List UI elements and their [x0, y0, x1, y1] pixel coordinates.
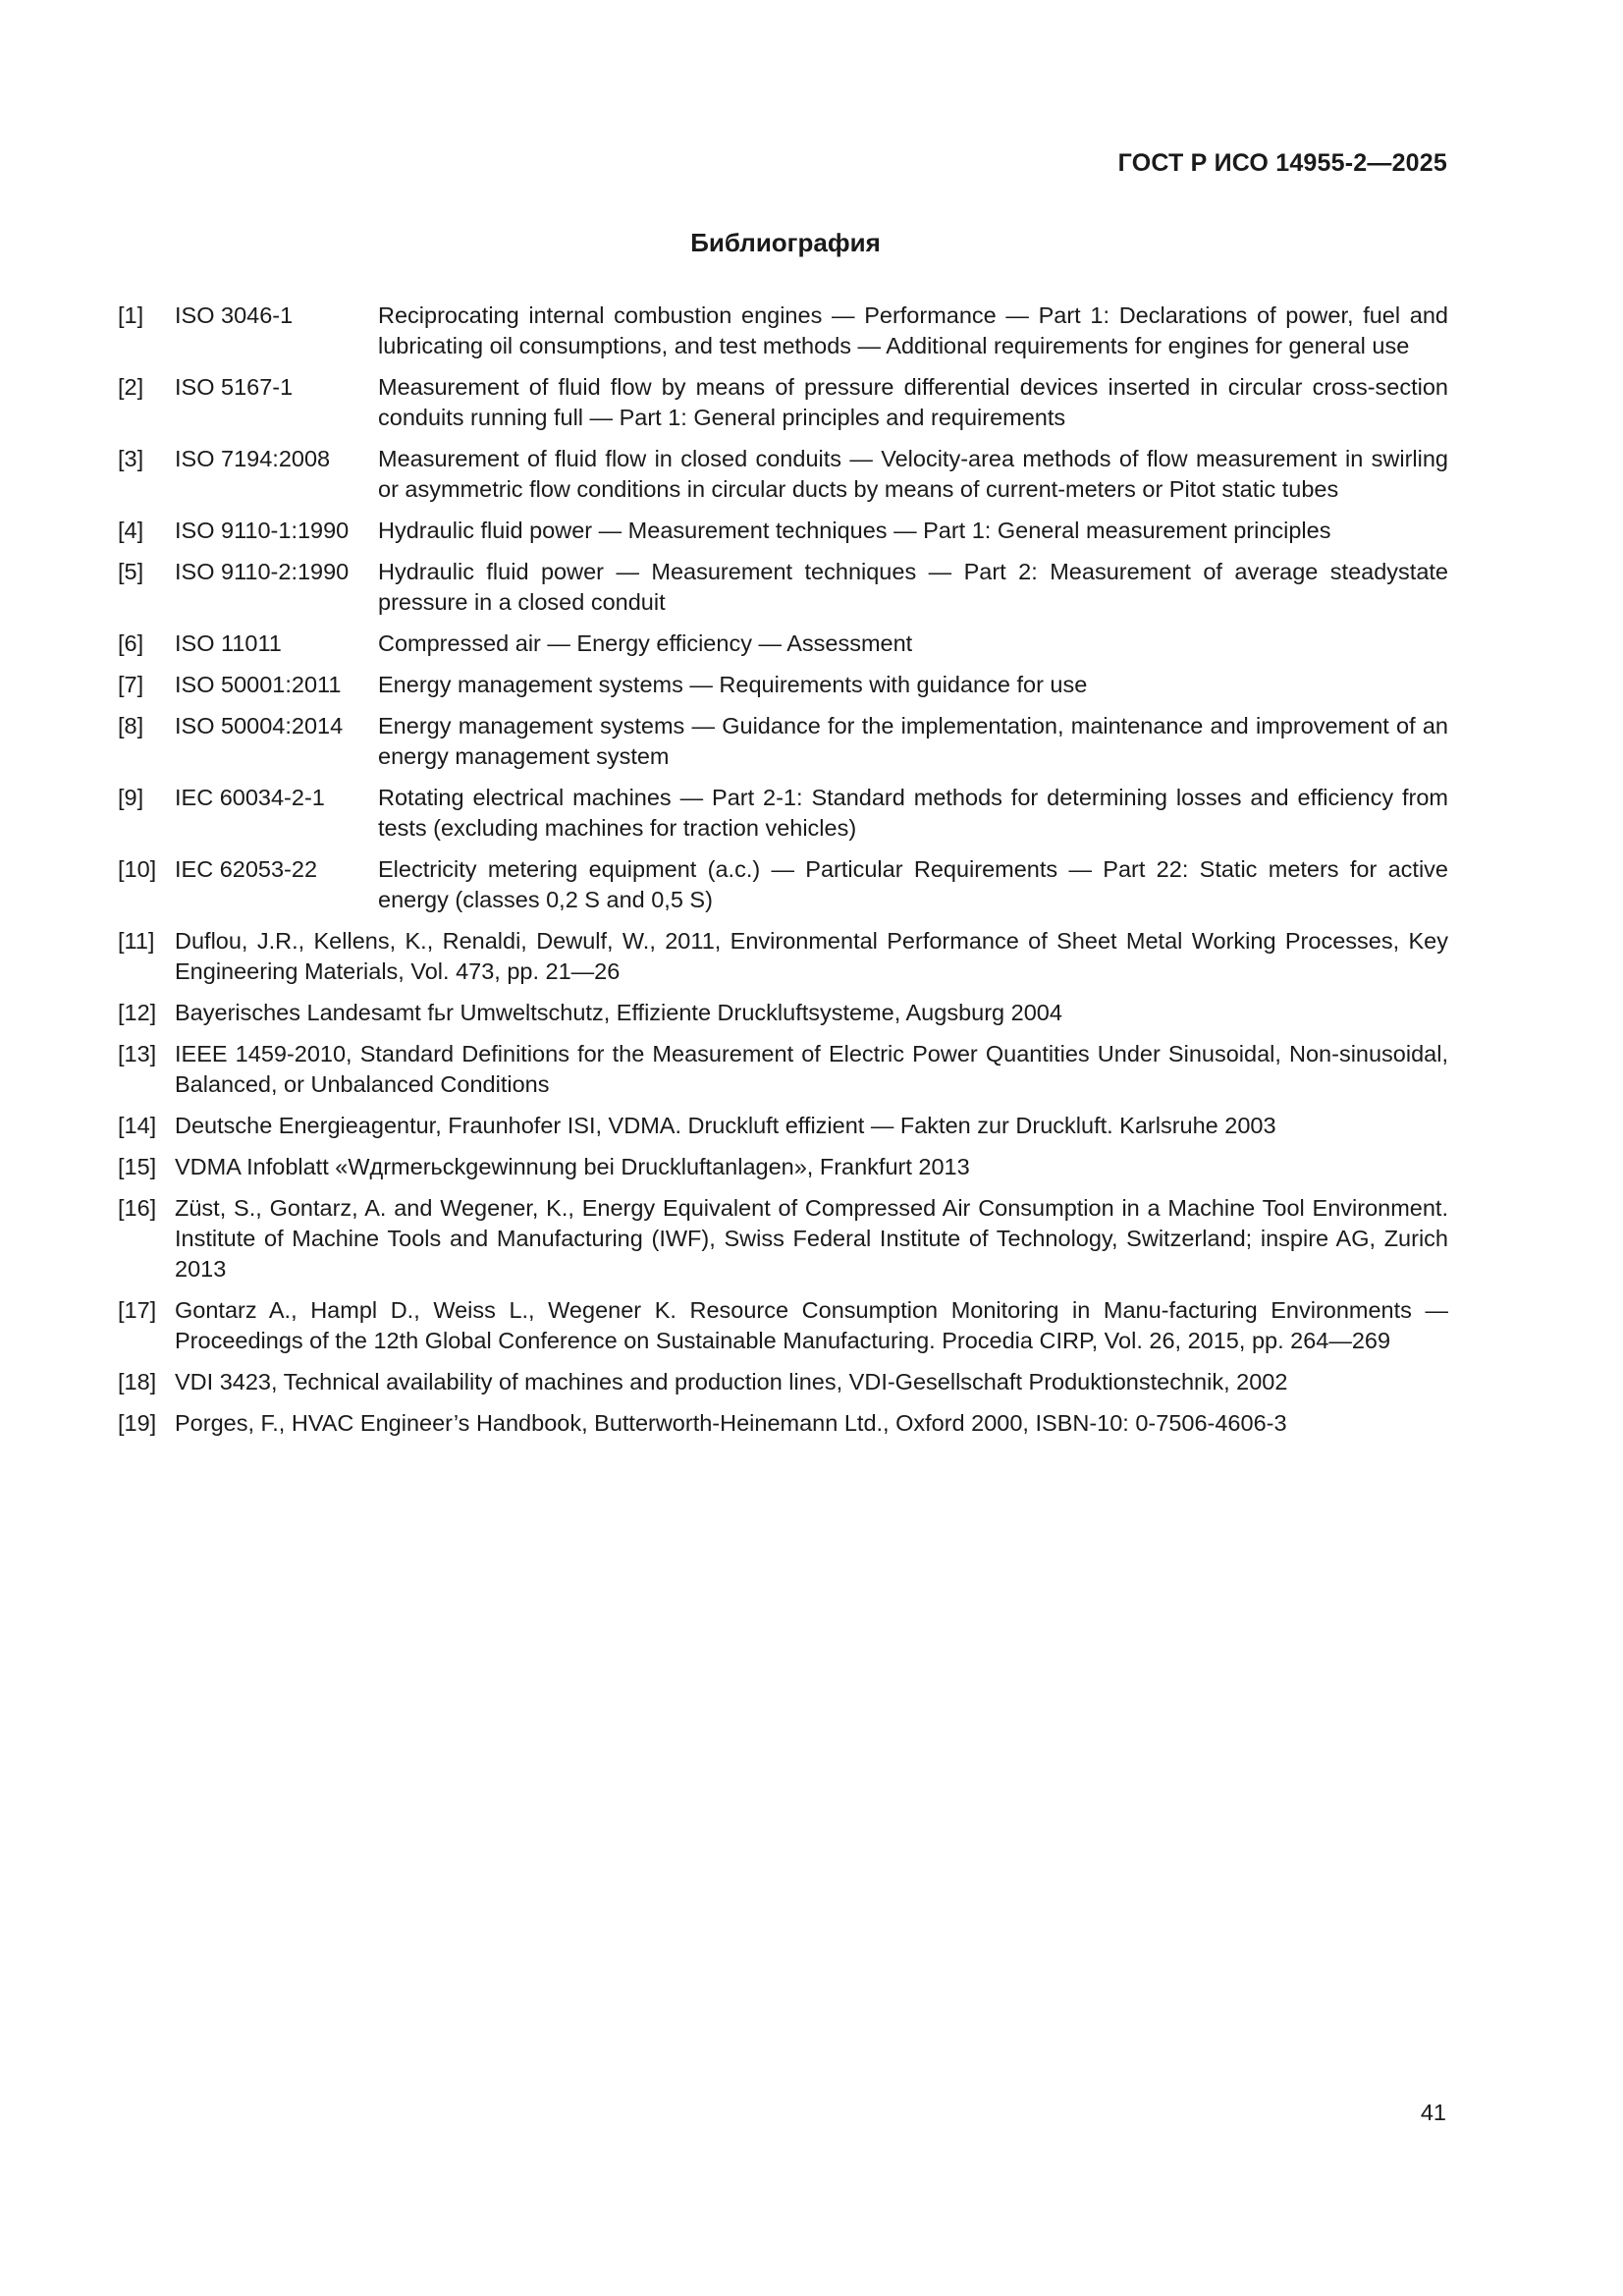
entry-number: [6] — [118, 630, 144, 656]
entry-number: [5] — [118, 559, 144, 584]
entry-text: Hydraulic fluid power — Measurement techniques — Part 1: General measurement principles — [378, 518, 1331, 543]
entry-number: [4] — [118, 518, 144, 543]
entry-number: [18] — [118, 1369, 157, 1394]
bibliography-entry — [118, 444, 1448, 505]
entry-text: VDI 3423, Technical availability of machines and production lines, VDI-Gesellschaft Produktionstechnik, 2002 — [175, 1369, 1288, 1394]
entry-standard-code: ISO 7194:2008 — [175, 446, 331, 471]
entry-text: Deutsche Energieagentur, Fraunhofer ISI, VDMA. Druckluft effizient — Fakten zur Druckluft. Karlsruhe 2003 — [175, 1113, 1276, 1138]
bibliography-entry — [118, 557, 1448, 618]
entry-number: [7] — [118, 672, 144, 697]
entry-number: [14] — [118, 1113, 157, 1138]
bibliography-entry — [118, 372, 1448, 433]
entry-text: Bayerisches Landesamt fьr Umweltschutz, Effiziente Druckluftsysteme, Augsburg 2004 — [175, 1000, 1062, 1025]
entry-text: Electricity metering equipment (a.c.) — Particular Requirements — Part 22: Static meters for active energy (classes 0,2 S and 0,5 S) — [378, 856, 1448, 912]
bibliography-entry — [118, 711, 1448, 772]
entry-standard-code: ISO 50004:2014 — [175, 713, 344, 738]
bibliography-entry — [118, 1152, 1448, 1182]
bibliography-entry — [118, 629, 1448, 659]
entry-text: Energy management systems — Guidance for the implementation, maintenance and improvement of an energy management system — [378, 713, 1448, 769]
entry-standard-code: ISO 9110-1:1990 — [175, 518, 350, 543]
entry-text: Reciprocating internal combustion engines — Performance — Part 1: Declarations of power, fuel and lubricating oil consumptions, and test methods — Additional requirements for engines for general use — [378, 302, 1448, 358]
bibliography-entry — [118, 1367, 1448, 1397]
entry-standard-code: ISO 11011 — [175, 630, 282, 656]
entry-text: Züst, S., Gontarz, A. and Wegener, K., Energy Equivalent of Compressed Air Consumption in a Machine Tool Environment. Institute of Machine Tools and Manufacturing (IWF), Swiss Federal Institute of Technology, Switzerland; inspire AG, Zurich 2013 — [175, 1195, 1448, 1282]
bibliography-entry — [118, 854, 1448, 915]
entry-number: [3] — [118, 446, 144, 471]
entry-number: [10] — [118, 856, 157, 882]
entry-text: Rotating electrical machines — Part 2-1: Standard methods for determining losses and efficiency from tests (excluding machines for traction vehicles) — [378, 785, 1448, 841]
document-code: ГОСТ Р ИСО 14955-2—2025 — [1117, 149, 1447, 177]
bibliography-entry — [118, 301, 1448, 361]
bibliography-entry — [118, 1039, 1448, 1100]
entry-standard-code: IEC 60034-2-1 — [175, 785, 325, 810]
bibliography-entry — [118, 670, 1448, 700]
entry-number: [13] — [118, 1041, 157, 1066]
entry-text: IEEE 1459-2010, Standard Definitions for the Measurement of Electric Power Quantities Under Sinusoidal, Non-sinusoidal, Balanced, or Unbalanced Conditions — [175, 1041, 1448, 1097]
entry-number: [9] — [118, 785, 144, 810]
entry-number: [8] — [118, 713, 144, 738]
entry-text: Measurement of fluid flow by means of pressure differential devices inserted in circular cross-section conduits running full — Part 1: General principles and requirements — [378, 374, 1448, 430]
entry-number: [2] — [118, 374, 144, 400]
entry-standard-code: ISO 9110-2:1990 — [175, 559, 350, 584]
bibliography-entry — [118, 516, 1448, 546]
bibliography-entry — [118, 1111, 1448, 1141]
entry-text: Duflou, J.R., Kellens, K., Renaldi, Dewulf, W., 2011, Environmental Performance of Sheet Metal Working Processes, Key Engineering Materials, Vol. 473, pp. 21—26 — [175, 928, 1448, 984]
entry-text: Measurement of fluid flow in closed conduits — Velocity-area methods of flow measurement in swirling or asymmetric flow conditions in circular ducts by means of current-meters or Pitot static tubes — [378, 446, 1448, 502]
entry-number: [12] — [118, 1000, 157, 1025]
entry-number: [19] — [118, 1410, 157, 1436]
entry-standard-code: IEC 62053-22 — [175, 856, 318, 882]
entry-standard-code: ISO 50001:2011 — [175, 672, 342, 697]
bibliography-entry — [118, 783, 1448, 844]
bibliography-entry — [118, 998, 1448, 1028]
entry-text: Porges, F., HVAC Engineer’s Handbook, Butterworth-Heinemann Ltd., Oxford 2000, ISBN-10: 0-7506-4606-3 — [175, 1410, 1287, 1436]
bibliography-list — [118, 301, 1448, 1449]
entry-standard-code: ISO 3046-1 — [175, 302, 294, 328]
entry-number: [11] — [118, 928, 155, 954]
entry-number: [1] — [118, 302, 144, 328]
entry-number: [15] — [118, 1154, 157, 1179]
entry-text: VDMA Infoblatt «Wдrmerьckgewinnung bei Druckluftanlagen», Frankfurt 2013 — [175, 1154, 970, 1179]
entry-standard-code: ISO 5167-1 — [175, 374, 294, 400]
bibliography-entry — [118, 1295, 1448, 1356]
bibliography-entry — [118, 1193, 1448, 1285]
entry-text: Energy management systems — Requirements with guidance for use — [378, 672, 1088, 697]
entry-number: [16] — [118, 1195, 157, 1221]
bibliography-entry — [118, 926, 1448, 987]
entry-text: Hydraulic fluid power — Measurement techniques — Part 2: Measurement of average steadystate pressure in a closed conduit — [378, 559, 1448, 615]
bibliography-entry — [118, 1408, 1448, 1439]
entry-text: Compressed air — Energy efficiency — Assessment — [378, 630, 913, 656]
bibliography-title: Библиография — [690, 228, 881, 257]
entry-text: Gontarz A., Hampl D., Weiss L., Wegener K. Resource Consumption Monitoring in Manu-facturing Environments — Proceedings of the 12th Global Conference on Sustainable Manufacturing. Procedia CIRP, Vol. 26, 2015, pp. 264—269 — [175, 1297, 1448, 1353]
page-number: 41 — [1420, 2100, 1446, 2125]
entry-number: [17] — [118, 1297, 157, 1323]
